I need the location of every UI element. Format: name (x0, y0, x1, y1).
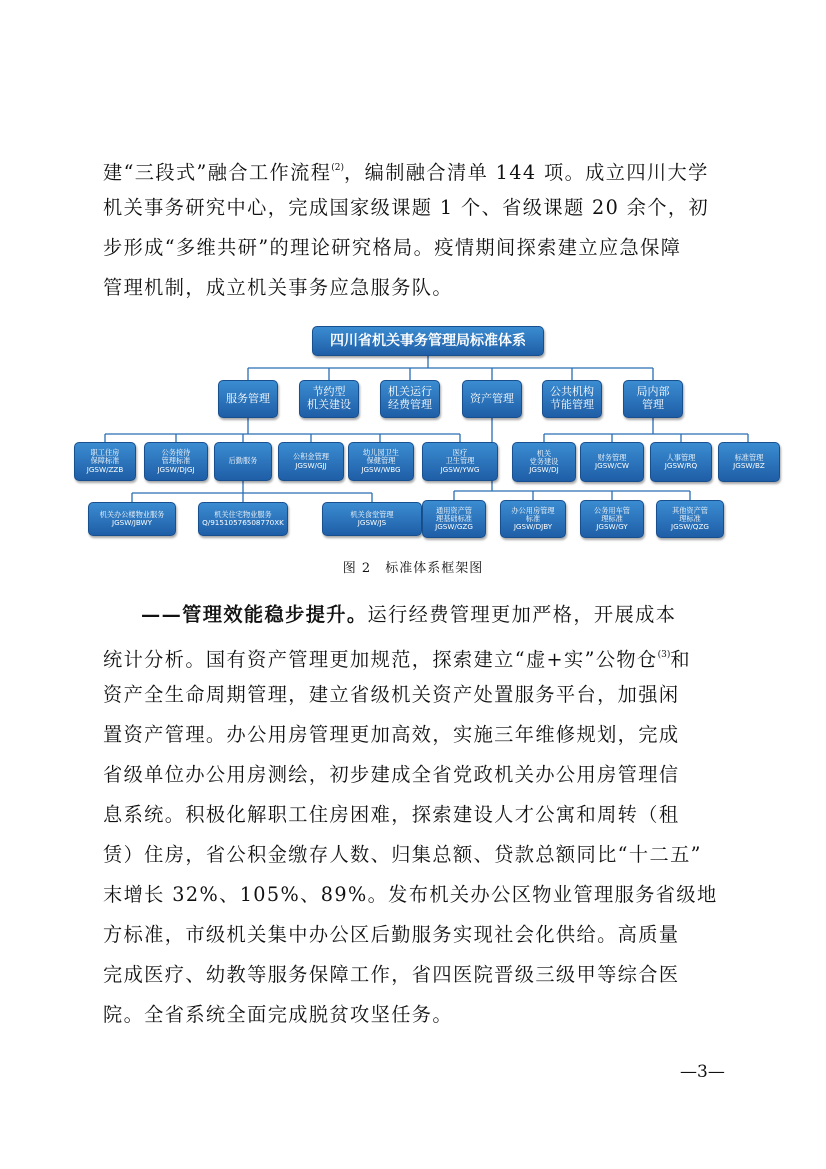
text-line: 管理机制，成立机关事务应急服务队。 (103, 276, 453, 299)
node-other-asset (656, 500, 724, 538)
node-medical-health (422, 442, 498, 481)
node-service-management (218, 380, 278, 418)
node-energy-saving (542, 380, 602, 418)
node-label: 节约型 (312, 385, 346, 399)
node-asset-management (462, 380, 522, 418)
node-operating-funds (380, 380, 440, 418)
node-label: 管理 (642, 398, 664, 411)
node-label: 其他资产管 (672, 505, 708, 515)
text-line: 省级单位办公用房测绘，初步建成全省党政机关办公用房管理信 (103, 763, 680, 786)
text-run: 和 (670, 648, 691, 671)
text-line: 机关事务研究中心，完成国家级课题 1 个、省级课题 20 余个，初 (103, 196, 710, 219)
text-run: 统计分析。国有资产管理更加规范，探索建立“虚+实”公物仓 (103, 648, 658, 671)
node-general-asset (422, 500, 486, 538)
node-office-space (500, 500, 566, 538)
node-label: 服务管理 (226, 391, 270, 405)
node-code: JGSW/DJBY (513, 522, 553, 532)
node-provident-fund (278, 442, 344, 481)
text-line: 完成医疗、幼教等服务保障工作，省四医院晋级三级甲等综合医 (103, 963, 680, 986)
node-label: 后勤服务 (228, 456, 258, 466)
node-logistics-service (214, 442, 272, 481)
node-label: 资产管理 (470, 391, 514, 405)
text-line: 资产全生命周期管理，建立省级机关资产处置服务平台，加强闲 (103, 683, 680, 706)
node-label: 卫生管理 (445, 456, 475, 466)
node-label: 机关 (536, 448, 552, 458)
node-code: JGSW/GY (596, 522, 628, 532)
node-label: 幼儿园卫生 (363, 448, 399, 458)
node-label: 机关运行 (388, 385, 432, 399)
node-label: 党务建设 (529, 456, 559, 466)
node-label: 四川省机关事务管理局标准体系 (330, 332, 526, 349)
paragraph-2 (103, 595, 728, 1035)
node-code: JGSW/BZ (733, 461, 765, 470)
node-code: JGSW/ZZB (86, 464, 124, 474)
text-line: 赁）住房，省公积金缴存人数、归集总额、贷款总额同比“十二五” (103, 843, 702, 866)
node-label: 标准管理 (734, 452, 764, 462)
node-label: 人事管理 (666, 452, 696, 462)
footnote-ref[interactable]: (2) (331, 163, 345, 173)
text-line: 置资产管理。办公用房管理更加高效，实施三年维修规划，完成 (103, 723, 680, 746)
node-frugal-agency (299, 380, 359, 418)
node-label: 局内部 (636, 385, 670, 399)
node-label: 理标准 (601, 513, 623, 523)
node-personnel (650, 442, 712, 482)
node-label: 公共机构 (550, 385, 594, 399)
node-label: 保障标准 (90, 456, 120, 466)
node-residential-property (198, 502, 288, 536)
node-label: 管理标准 (161, 456, 191, 466)
paragraph-1 (103, 148, 728, 308)
standard-system-diagram (68, 318, 765, 550)
figure-caption: 图 2 标准体系框架图 (342, 561, 484, 576)
node-official-vehicle (580, 500, 644, 538)
node-label: 机关建设 (307, 398, 351, 411)
node-label: 机关食堂管理 (350, 509, 394, 519)
text-line (103, 148, 728, 188)
text-line: 院。全省系统全面完成脱贫攻坚任务。 (103, 1003, 453, 1026)
node-label: 标准 (525, 513, 541, 523)
node-label: 机关住宅物业服务 (214, 509, 272, 519)
node-housing-standard (74, 442, 136, 481)
node-label: 保健管理 (366, 456, 396, 466)
node-code: JGSW/GJJ (295, 460, 327, 470)
node-code: JGSW/JS (357, 518, 387, 527)
text-line: 步形成“多维共研”的理论研究格局。疫情期间探索建立应急保障 (103, 236, 682, 259)
text-run: ，编制融合清单 144 项。成立四川大学 (344, 161, 709, 184)
node-label: 公务接待 (161, 448, 191, 458)
text-run: 建“三段式”融合工作流程 (103, 161, 332, 184)
node-label: 公积金管理 (293, 452, 329, 462)
text-line: 末增长 32%、105%、89%。发布机关办公区物业管理服务省级地 (103, 883, 718, 906)
text-line (103, 635, 728, 675)
section-heading: ——管理效能稳步提升。 (141, 603, 368, 626)
node-kindergarten-health (348, 442, 414, 481)
node-label: 公务用车管 (594, 505, 630, 515)
node-code: JGSW/DJ (529, 465, 559, 475)
node-finance (580, 442, 644, 482)
node-code: JGSW/CW (595, 461, 629, 470)
footnote-ref[interactable]: (3) (657, 650, 671, 660)
text-line (103, 595, 728, 635)
node-party-building (512, 442, 576, 482)
node-label: 机关办公楼物业服务 (99, 509, 165, 519)
node-code: JGSW/JBWY (111, 518, 153, 527)
node-label: 医疗 (452, 448, 468, 458)
node-label: 理基础标准 (436, 513, 472, 523)
page-number: —3— (680, 1062, 725, 1082)
node-code: JGSW/GZG (435, 522, 473, 532)
node-code: JGSW/QZG (671, 522, 709, 532)
node-standard-management (718, 442, 780, 482)
node-label: 理标准 (679, 513, 701, 523)
node-label: 节能管理 (550, 398, 594, 411)
node-code: Q/91510576508770XK (202, 518, 284, 527)
node-internal-management (623, 380, 683, 418)
node-office-property (88, 502, 176, 536)
node-label: 通用资产管 (436, 505, 472, 515)
node-code: JGSW/WBG (361, 464, 401, 474)
node-label: 办公用房管理 (511, 505, 555, 515)
node-label: 财务管理 (597, 452, 627, 462)
root-node (312, 326, 544, 356)
node-code: JGSW/YWG (440, 464, 480, 474)
node-reception-standard (144, 442, 208, 481)
node-canteen (322, 502, 422, 536)
text-line: 息系统。积极化解职工住房困难，探索建设人才公寓和周转（租 (103, 803, 680, 826)
node-label: 职工住房 (90, 448, 120, 458)
text-line: 方标准，市级机关集中办公区后勤服务实现社会化供给。高质量 (103, 923, 680, 946)
node-code: JGSW/RQ (664, 461, 698, 470)
node-code: JGSW/DJGJ (157, 464, 195, 474)
text-run: 运行经费管理更加严格，开展成本 (367, 603, 677, 626)
node-label: 经费管理 (388, 398, 432, 411)
